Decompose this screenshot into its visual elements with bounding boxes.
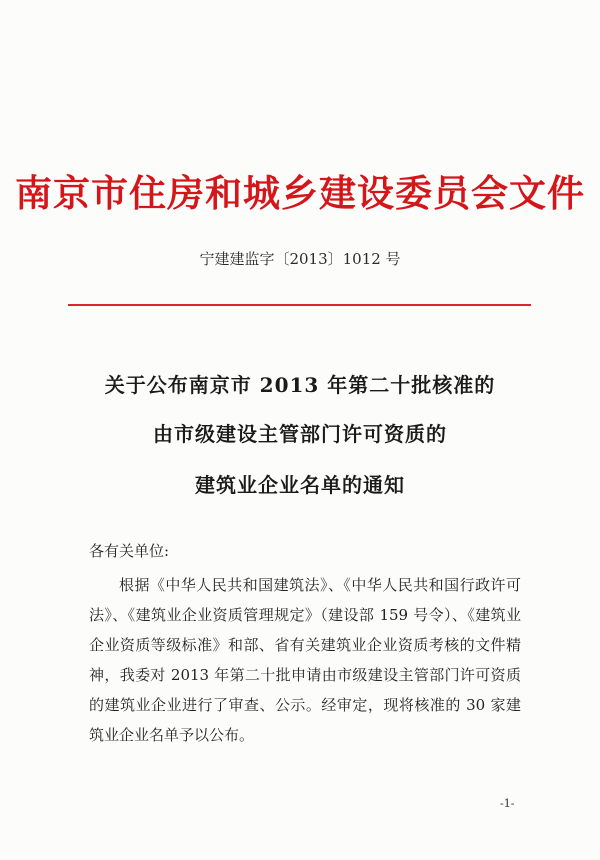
notice-title-line-1: 关于公布南京市 2013 年第二十批核准的 bbox=[104, 373, 496, 397]
salutation: 各有关单位: bbox=[89, 542, 170, 560]
notice-title-line-3: 建筑业企业名单的通知 bbox=[195, 473, 405, 497]
red-divider-line bbox=[68, 304, 531, 306]
notice-title-line-2: 由市级建设主管部门许可资质的 bbox=[153, 422, 447, 446]
issuing-authority-header: 南京市住房和城乡建设委员会文件 bbox=[15, 171, 585, 215]
document-number: 宁建建监字〔2013〕1012 号 bbox=[199, 250, 401, 268]
notice-body-paragraph: 根据《中华人民共和国建筑法》、《中华人民共和国行政许可法》、《建筑业企业资质管理规定》（建设部 159 号令）、《建筑业企业资质等级标准》和部、省有关建筑业企业资质考核的文件精神，我委对 2013 年第二十批申请由市级建设主管部门许可资质的建筑业企业进行了审查、公示。经审定，现将核准的 30 家建筑业企业名单予以公布。 bbox=[89, 576, 521, 744]
page-number: -1- bbox=[500, 797, 515, 810]
